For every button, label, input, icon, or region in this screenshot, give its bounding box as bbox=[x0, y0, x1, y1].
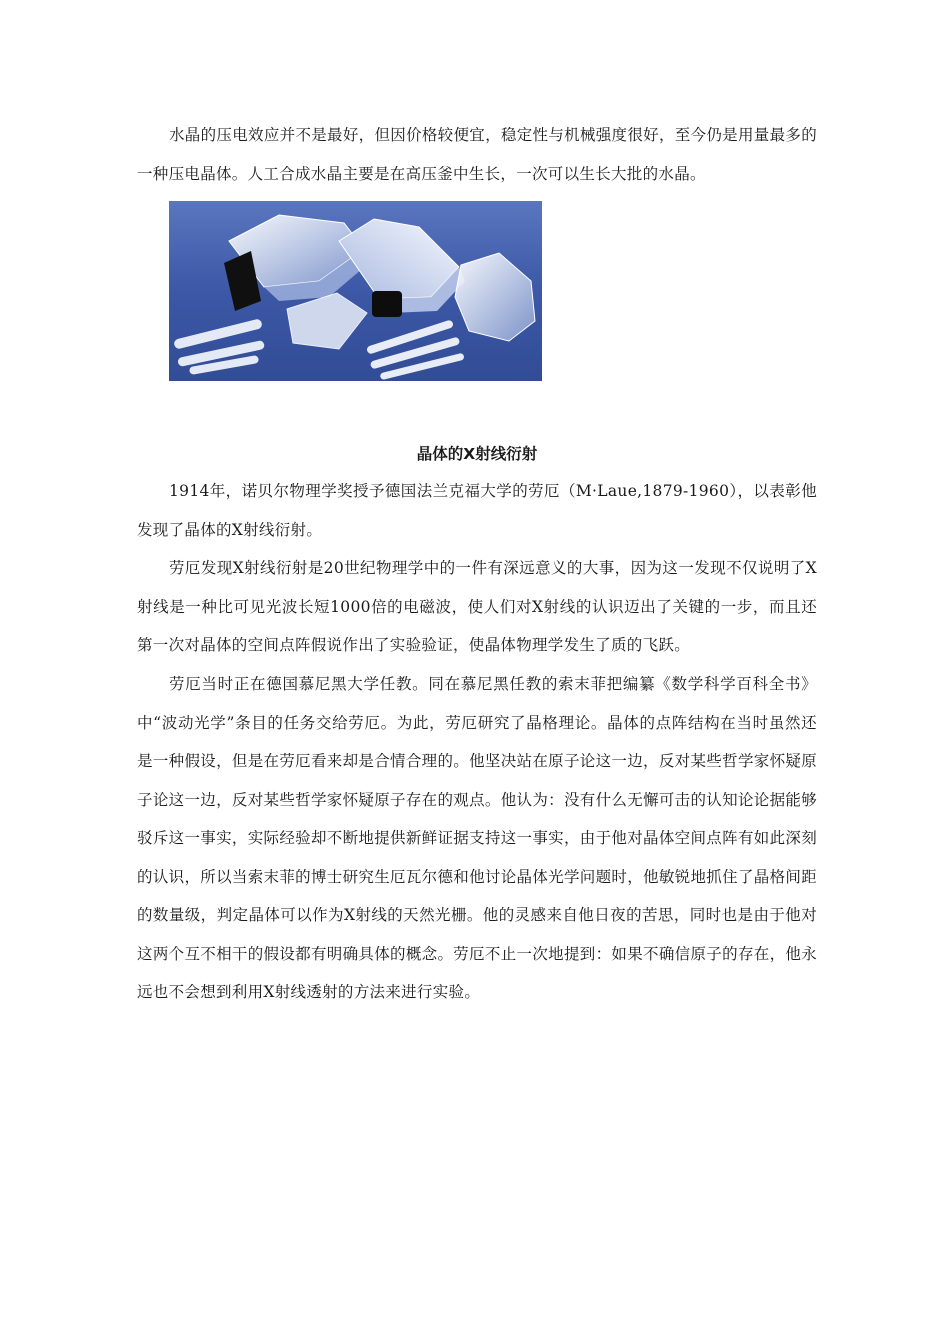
quartz-crystals-photo bbox=[169, 201, 542, 381]
quartz-crystals-illustration bbox=[169, 201, 542, 381]
section-heading: 晶体的X射线衍射 bbox=[416, 445, 538, 463]
paragraph-discovery-significance: 劳厄发现X射线衍射是20世纪物理学中的一件有深远意义的大事，因为这一发现不仅说明了X射线是一种比可见光波长短1000倍的电磁波，使人们对X射线的认识迈出了关键的一步，而且还第一次对晶体的空间点阵假说作出了实验验证，使晶体物理学发生了质的飞跃。 bbox=[137, 559, 817, 654]
paragraph-nobel-laue: 1914年，诺贝尔物理学奖授予德国法兰克福大学的劳厄（M·Laue,1879-1960），以表彰他发现了晶体的X射线衍射。 bbox=[137, 482, 817, 539]
paragraph-laue-munich: 劳厄当时正在德国慕尼黑大学任教。同在慕尼黑任教的索末菲把编纂《数学科学百科全书》中“波动光学”条目的任务交给劳厄。为此，劳厄研究了晶格理论。晶体的点阵结构在当时虽然还是一种假设，但是在劳厄看来却是合情合理的。他坚决站在原子论这一边，反对某些哲学家怀疑原子论这一边，反对某些哲学家怀疑原子存在的观点。他认为：没有什么无懈可击的认知论论据能够驳斥这一事实，实际经验却不断地提供新鲜证据支持这一事实，由于他对晶体空间点阵有如此深刻的认识，所以当索末菲的博士研究生厄瓦尔德和他讨论晶体光学问题时，他敏锐地抓住了晶格间距的数量级，判定晶体可以作为X射线的天然光栅。他的灵感来自他日夜的苦思，同时也是由于他对这两个互不相干的假设都有明确具体的概念。劳厄不止一次地提到：如果不确信原子的存在，他永远也不会想到利用X射线透射的方法来进行实验。 bbox=[137, 675, 817, 1001]
paragraph-quartz-piezo: 水晶的压电效应并不是最好，但因价格较便宜，稳定性与机械强度很好，至今仍是用量最多的一种压电晶体。人工合成水晶主要是在高压釜中生长，一次可以生长大批的水晶。 bbox=[137, 126, 817, 183]
